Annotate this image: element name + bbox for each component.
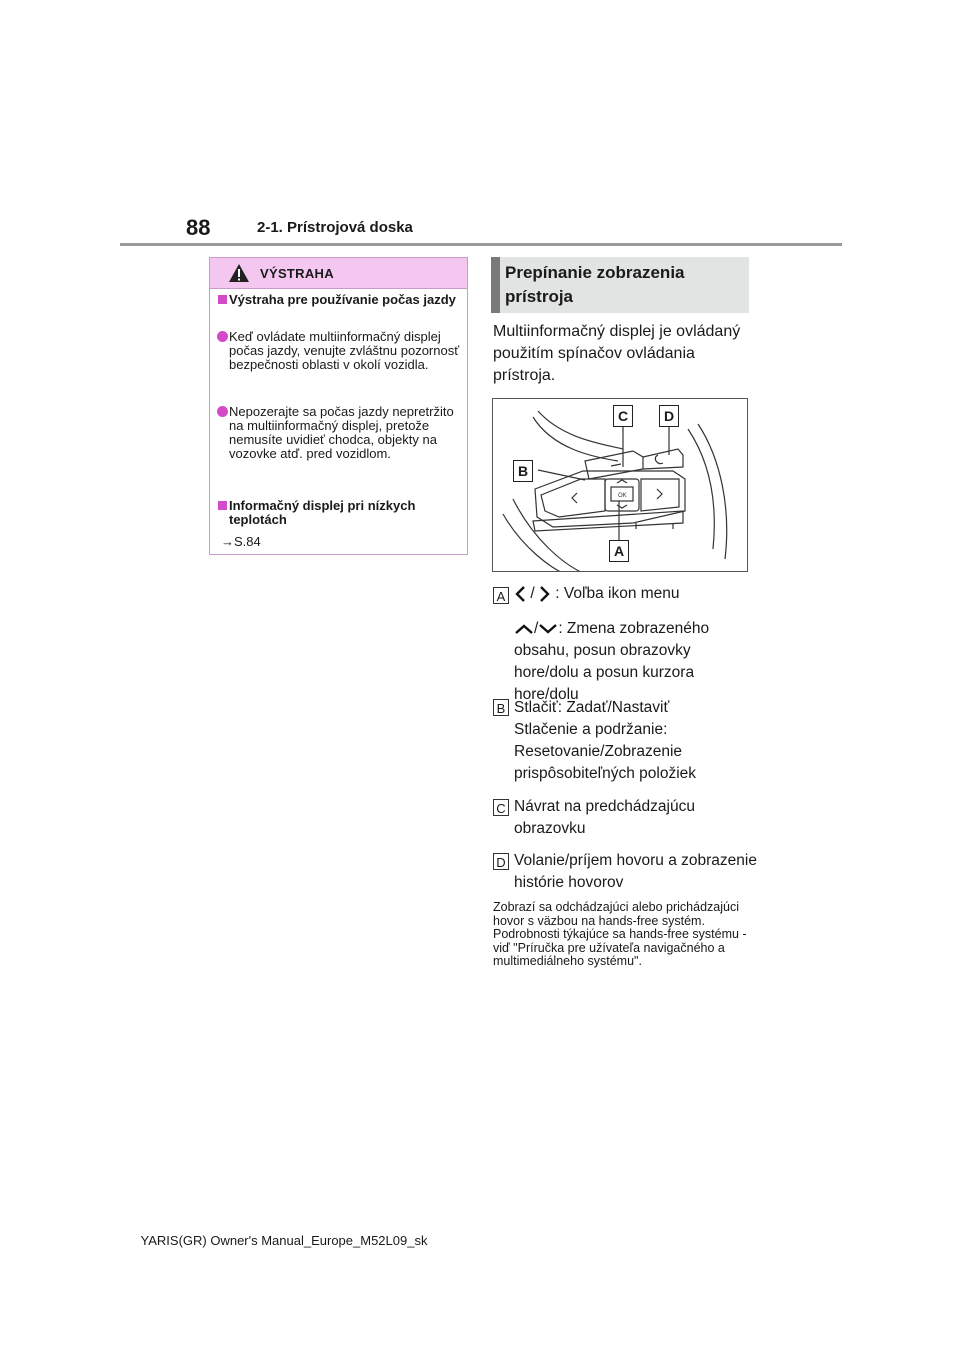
page-reference: →S.84: [221, 534, 261, 549]
header-rule: [120, 243, 842, 246]
round-bullet-icon: [217, 331, 228, 342]
label-b: B: [493, 699, 509, 716]
legend-a-line2: / : Zmena zobrazeného obsahu, posun obrazovky hore/dolu a posun kurzora hore/dolu: [514, 620, 710, 703]
intro-paragraph: Multiinformačný displej je ovládaný použitím spínačov ovládania prístroja.: [493, 323, 741, 384]
legend-b-line2: Stlačenie a podržanie: Resetovanie/Zobrazenie prispôsobiteľných položiek: [514, 721, 697, 782]
warning-item: Keď ovládate multiinformačný displej počas jazdy, venujte zvláštnu pozornosť bezpečnosti oblasti v okolí vozidla.: [217, 330, 465, 372]
footer: [0, 1233, 960, 1248]
warning-triangle-icon: [228, 263, 250, 283]
section-heading-text: Prepínanie zobrazenia prístroja: [505, 263, 685, 306]
label-d: D: [493, 853, 509, 870]
label-c: C: [493, 799, 509, 816]
section-title: 2-1. Prístrojová doska: [257, 219, 413, 236]
page-number: 88: [186, 215, 211, 240]
footer-text: YARIS(GR) Owner's Manual_Europe_M52L09_sk: [140, 1233, 428, 1248]
round-bullet-icon: [217, 406, 228, 417]
chevron-right-icon: [539, 585, 551, 603]
legend-b-line1: Stlačiť: Zadať/Nastaviť: [514, 699, 670, 716]
chevron-up-icon: [514, 623, 534, 635]
legend-d-text: Volanie/príjem hovoru a zobrazenie histórie hovorov: [514, 852, 757, 891]
section-heading: [491, 257, 749, 313]
ok-label: OK: [618, 493, 627, 499]
callout-b: B: [513, 460, 533, 482]
warning-item: Nepozerajte sa počas jazdy nepretržito na multiinformačný displej, pretože nemusíte uvidieť chodca, objekty na vozovke atď. pred vozidlom.: [217, 405, 465, 461]
note-paragraph: Zobrazí sa odchádzajúci alebo prichádzajúci hovor s väzbou na hands-free systém. Podrobnosti týkajúce sa hands-free systému - viď "Príručka pre užívateľa navigačného a multimediálneho systému".: [493, 900, 747, 968]
heading-accent-bar: [491, 257, 500, 313]
legend-a-line1: / : Voľba ikon menu: [514, 583, 759, 605]
callout-d: D: [659, 405, 679, 427]
steering-switch-figure: [492, 398, 748, 572]
warning-box: [209, 257, 468, 555]
chevron-down-icon: [538, 623, 558, 635]
square-bullet-icon: [218, 501, 227, 510]
callout-c: C: [613, 405, 633, 427]
warning-item-heading: Informačný displej pri nízkych teplotách: [217, 499, 465, 527]
legend-c-text: Návrat na predchádzajúcu obrazovku: [514, 798, 695, 837]
warning-header: [210, 258, 467, 289]
warning-item-heading: Výstraha pre používanie počas jazdy: [217, 293, 465, 307]
square-bullet-icon: [218, 295, 227, 304]
label-a: A: [493, 587, 509, 604]
chevron-left-icon: [514, 585, 526, 603]
warning-title: VÝSTRAHA: [260, 266, 334, 281]
callout-a: A: [609, 540, 629, 562]
